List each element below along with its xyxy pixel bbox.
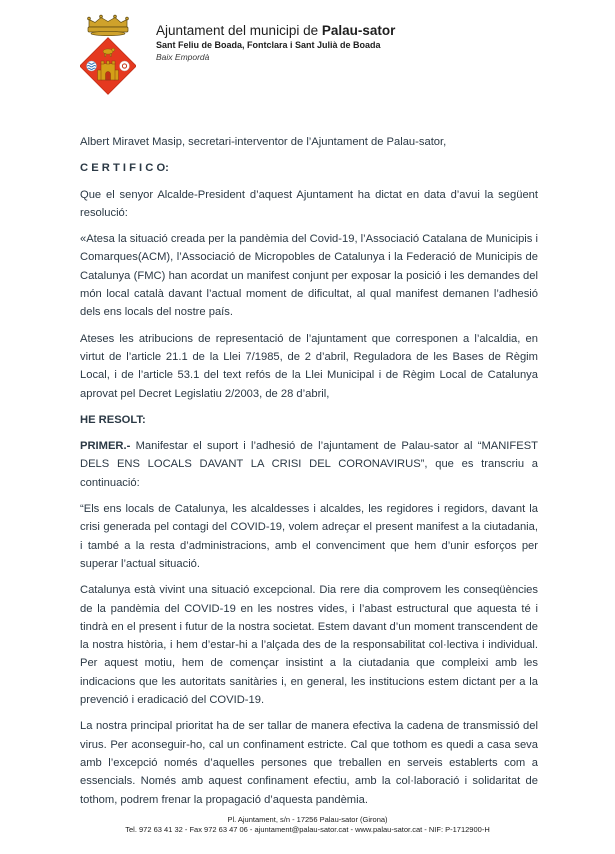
intro-line: Albert Miravet Masip, secretari-interventor de l’Ajuntament de Palau-sator, [80, 136, 447, 148]
footer-address: Pl. Ajuntament, s/n - 17256 Palau-sator (Girona) [227, 815, 388, 824]
letterhead-text [156, 14, 395, 62]
coat-of-arms-icon [80, 14, 136, 98]
paragraph-manifest-1: “Els ens locals de Catalunya, les alcaldesses i alcaldes, les regidores i regidors, davant la crisi generada pel contagi del COVID-19, volem adreçar el present manifest a la ciutadania, i també a la resta d’administracions, amb el convenciment que hem d’unir esforços per superar l’actual situació. [80, 503, 538, 570]
paragraph-resolution: Que el senyor Alcalde-President d’aquest Ajuntament ha dictat en data d’avui la següent resolució: [80, 188, 538, 219]
footer-contact: Tel. 972 63 41 32 - Fax 972 63 47 06 - ajuntament@palau-sator.cat - www.palau-sator.cat - NIF: P-1712900-H [125, 825, 490, 834]
municipality-title [156, 23, 395, 38]
municipality-villages: Sant Feliu de Boada, Fontclara i Sant Julià de Boada [156, 40, 381, 50]
paragraph-primer [80, 437, 538, 492]
page-footer [0, 815, 615, 835]
certificate-body [80, 133, 538, 817]
he-resolt-heading: HE RESOLT: [80, 413, 146, 426]
paragraph-manifest-2: Catalunya està vivint una situació excepcional. Dia rere dia comprovem les conseqüències de la pandèmia del COVID-19 en les nostres vides, i l’abast estructural que aquesta té i tindrà en el present i futur de la nostra societat. Estem davant d’un moment transcendent de la nostra història, i hem d’estar-hi a l’alçada des de la responsabilitat col·lectiva i individual. Per aquest motiu, hem de començar insistint a la ciutadania que compleixi amb les indicacions que les autoritats sanitàries i, en general, les institucions estem dictant per a la prevenció i eradicació del COVID-19. [80, 584, 538, 707]
municipality-title-prefix: Ajuntament del municipi de [156, 23, 322, 38]
primer-label: PRIMER.- [80, 440, 131, 453]
municipality-region: Baix Empordà [156, 52, 210, 62]
paragraph-ateses: Ateses les atribucions de representació de l’ajuntament que corresponen a l’alcaldia, en virtut de l’article 21.1 de la Llei 7/1985, de 2 d’abril, Reguladora de les Bases de Règim Local, i de l’article 53.1 del text refós de la Llei Municipal i de Règim Local de Catalunya aprovat pel Decret Legislatiu 2/2003, de 28 d’abril, [80, 332, 538, 400]
letterhead [80, 14, 395, 98]
primer-text: Manifestar el suport i l’adhesió de l’ajuntament de Palau-sator al “MANIFEST DELS ENS LOCALS DAVANT LA CRISI DEL CORONAVIRUS”, que es transcriu a continuació: [80, 440, 538, 489]
municipality-name: Palau-sator [321, 23, 396, 38]
certifico-heading: C E R T I F I C O: [80, 162, 169, 175]
paragraph-atesa: «Atesa la situació creada per la pandèmia del Covid-19, l’Associació Catalana de Municipis i Comarques(ACM), l’Associació de Micropobles de Catalunya i la Federació de Municipis de Catalunya (FMC) han acordat un manifest conjunt per exposar la posició i les demandes del món local català davant l’actual moment de dificultat, al qual manifest demanen l’adhesió dels ens locals del nostre país. [80, 233, 538, 319]
paragraph-manifest-3: La nostra principal prioritat ha de ser tallar de manera efectiva la cadena de transmissió del virus. Per aconseguir-ho, cal un confinament estricte. Cal que tothom es quedi a casa seva amb l’excepció només d’aquelles persones que treballen en serveis establerts com a essencials. Només amb aquest confinament efectiu, amb la col·laboració i solidaritat de tothom, podrem frenar la propagació d’aquesta pandèmia. [80, 720, 538, 806]
